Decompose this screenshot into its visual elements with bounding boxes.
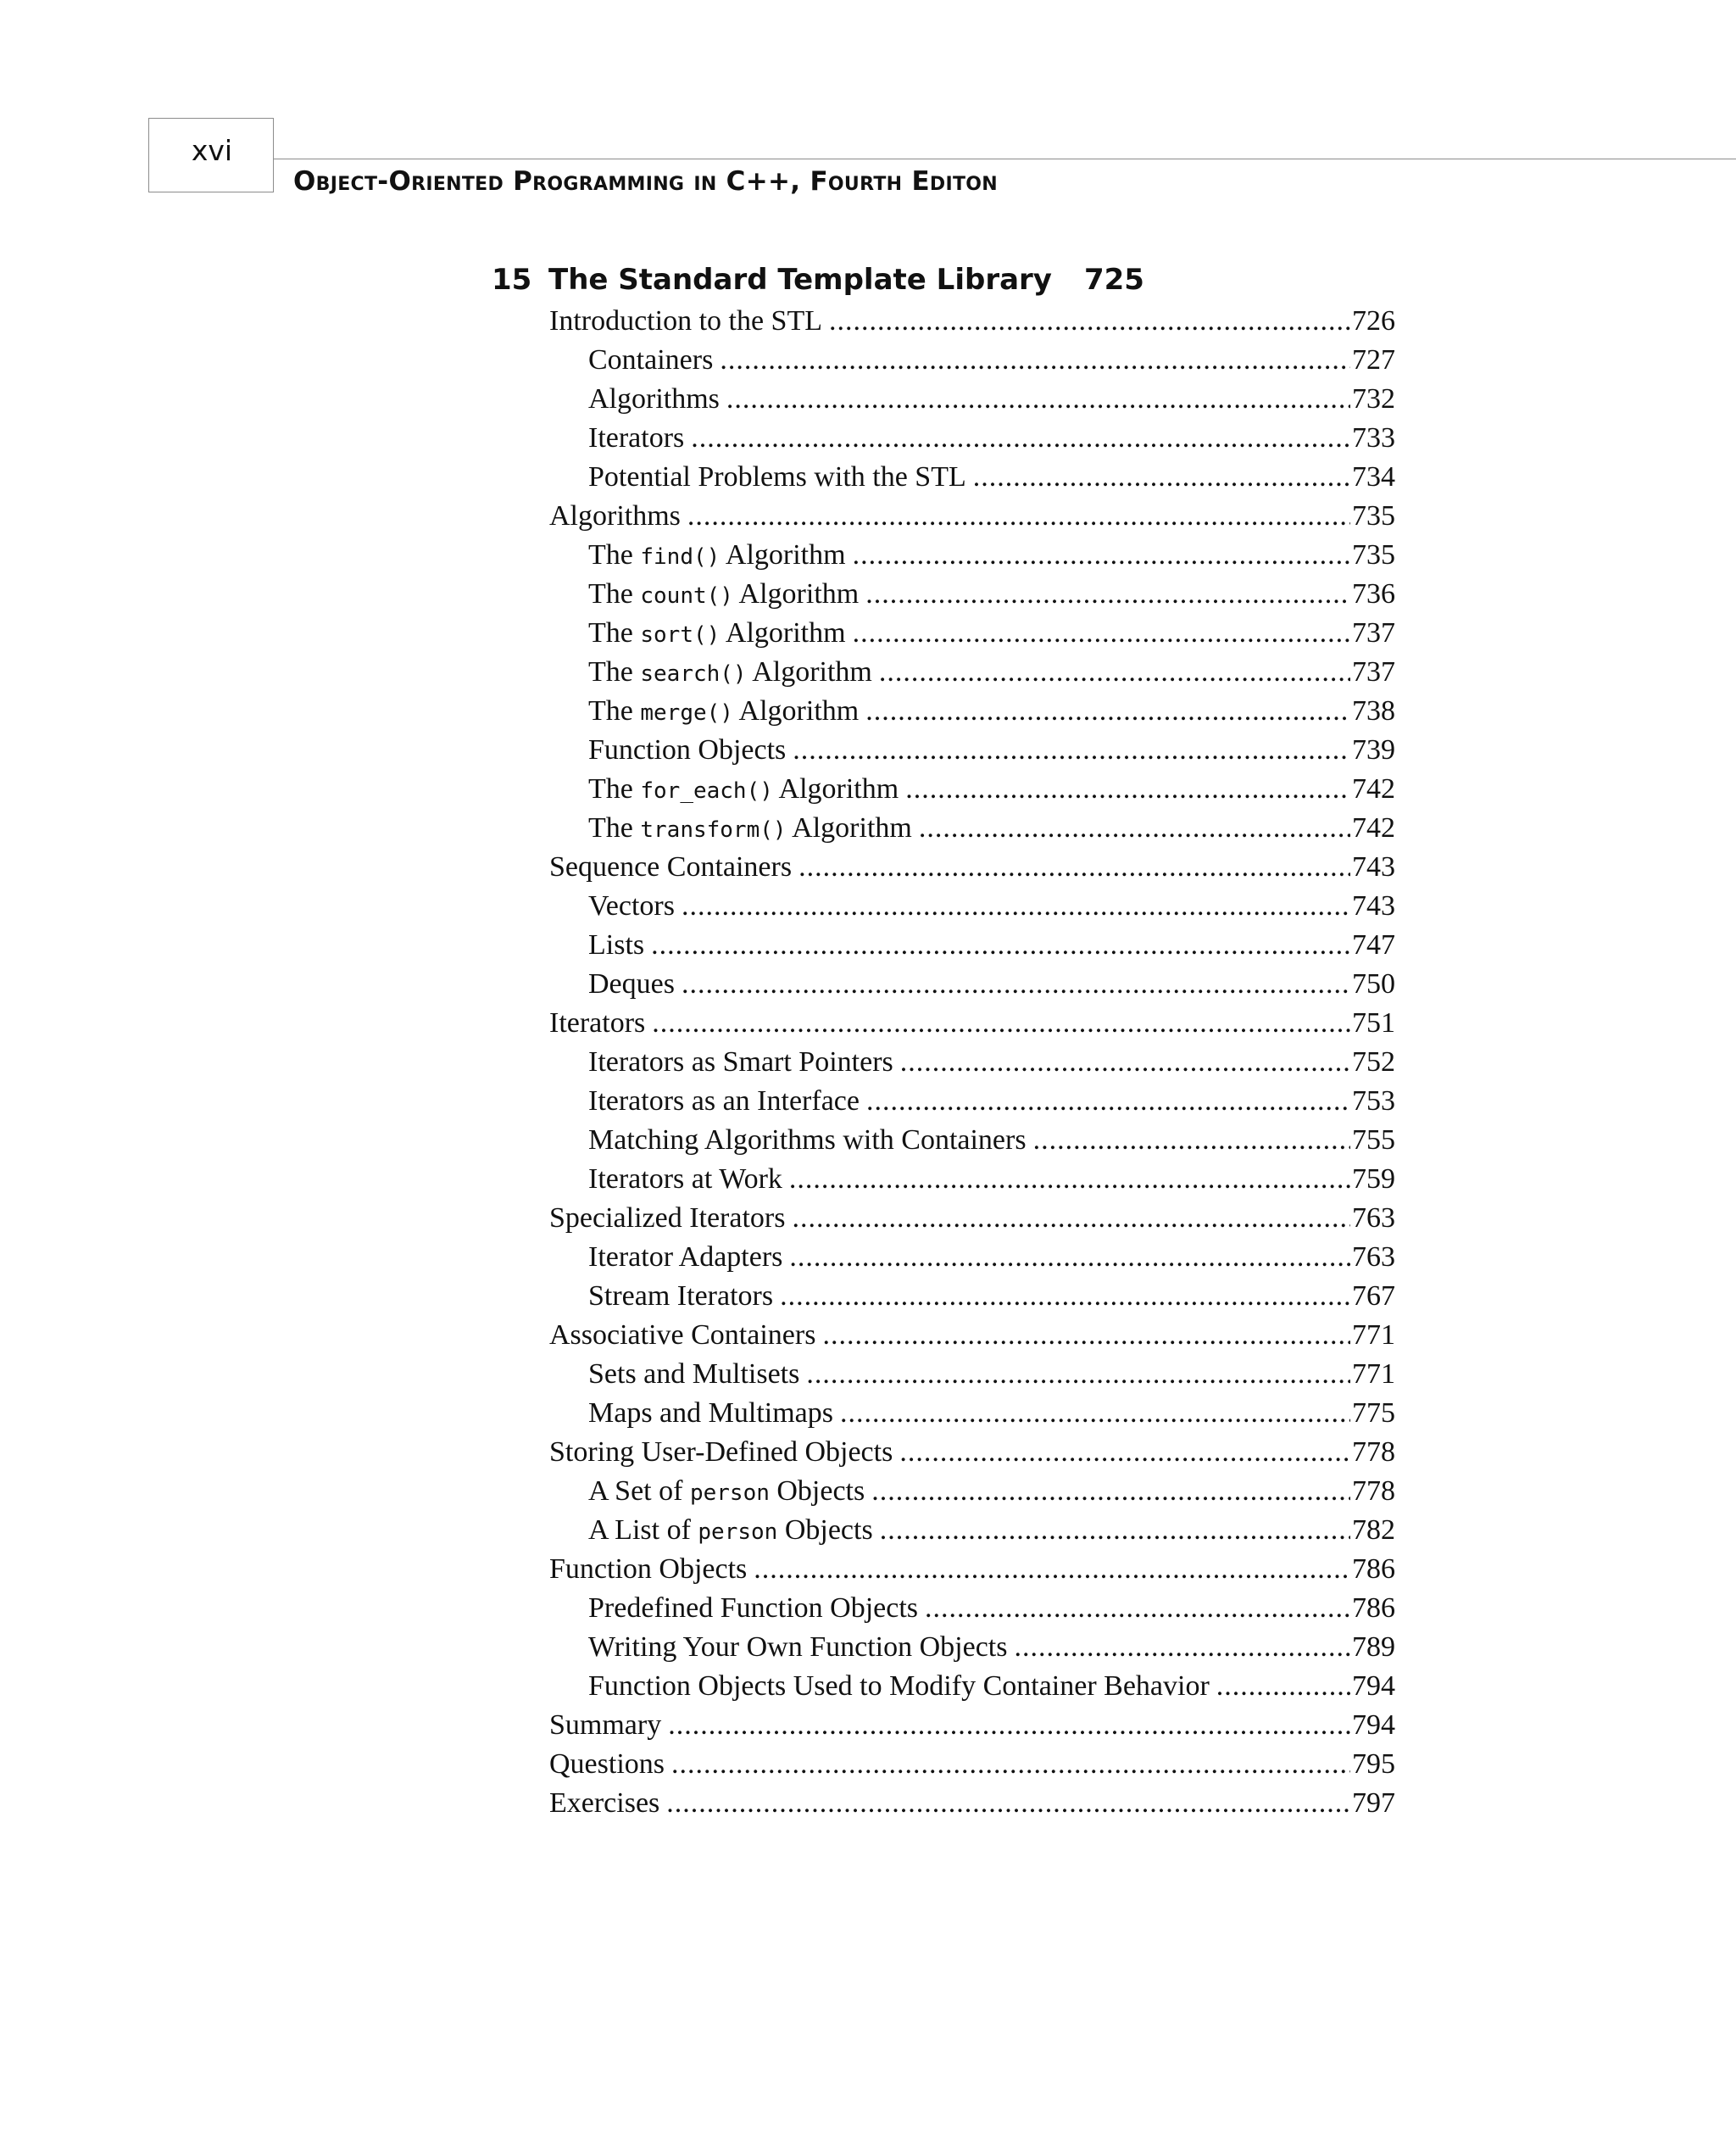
toc-entry-text: Maps and Multimaps — [588, 1397, 833, 1429]
toc-entry-text: Writing Your Own Function Objects — [588, 1631, 1008, 1663]
toc-entry-page: 742 — [1352, 773, 1395, 805]
toc-subsection-entry[interactable] — [549, 926, 1395, 965]
toc-entry-title — [588, 341, 713, 380]
toc-entry-title — [588, 1277, 773, 1316]
toc-entry-title — [588, 1238, 782, 1277]
toc-entry-text-after: Algorithm — [720, 539, 846, 571]
toc-entry-page: 771 — [1352, 1319, 1395, 1351]
toc-subsection-entry[interactable] — [549, 1394, 1395, 1433]
toc-entry-code: find() — [640, 544, 721, 570]
toc-subsection-entry[interactable] — [549, 1472, 1395, 1511]
toc-subsection-entry[interactable] — [549, 965, 1395, 1004]
toc-subsection-entry[interactable] — [549, 614, 1395, 653]
toc-entry-page: 726 — [1352, 305, 1395, 337]
table-of-contents — [549, 302, 1395, 1823]
dot-leader — [865, 575, 1350, 614]
toc-entry-text: The — [588, 773, 641, 805]
toc-section-entry[interactable] — [549, 1745, 1395, 1784]
toc-entry-page: 735 — [1352, 539, 1395, 571]
toc-subsection-entry[interactable] — [549, 1043, 1395, 1082]
toc-subsection-entry[interactable] — [549, 653, 1395, 692]
toc-entry-page: 794 — [1352, 1670, 1395, 1702]
toc-entry-text: Storing User-Defined Objects — [549, 1436, 893, 1468]
toc-section-entry[interactable] — [549, 1316, 1395, 1355]
toc-entry-text: A List of — [588, 1514, 698, 1546]
dot-leader — [865, 692, 1350, 731]
dot-leader — [793, 731, 1350, 770]
toc-subsection-entry[interactable] — [549, 692, 1395, 731]
toc-entry-title — [588, 770, 899, 811]
toc-section-entry[interactable] — [549, 302, 1395, 341]
dot-leader — [840, 1394, 1350, 1433]
dot-leader — [671, 1745, 1350, 1784]
toc-entry-page: 734 — [1352, 461, 1395, 493]
toc-entry-page: 736 — [1352, 578, 1395, 610]
chapter-number: 15 — [492, 263, 532, 297]
toc-subsection-entry[interactable] — [549, 1511, 1395, 1550]
toc-entry-text: Vectors — [588, 890, 675, 922]
toc-entry-title — [549, 1550, 747, 1589]
toc-subsection-entry[interactable] — [549, 536, 1395, 575]
dot-leader — [866, 1082, 1350, 1121]
toc-entry-title — [549, 1433, 893, 1472]
toc-section-entry[interactable] — [549, 1550, 1395, 1589]
toc-entry-text: Iterators at Work — [588, 1163, 782, 1195]
toc-entry-text: Algorithms — [549, 500, 681, 532]
toc-subsection-entry[interactable] — [549, 341, 1395, 380]
dot-leader — [666, 1784, 1350, 1823]
toc-entry-text-after: Algorithm — [786, 812, 912, 844]
toc-entry-page: 778 — [1352, 1475, 1395, 1507]
toc-entry-page: 797 — [1352, 1787, 1395, 1819]
dot-leader — [829, 302, 1350, 341]
dot-leader — [651, 926, 1350, 965]
dot-leader — [919, 809, 1350, 848]
dot-leader — [754, 1550, 1350, 1589]
dot-leader — [871, 1472, 1350, 1511]
dot-leader — [720, 341, 1350, 380]
toc-entry-page: 775 — [1352, 1397, 1395, 1429]
toc-entry-text: Function Objects Used to Modify Container Behavior — [588, 1670, 1210, 1702]
toc-subsection-entry[interactable] — [549, 380, 1395, 419]
toc-entry-page: 794 — [1352, 1709, 1395, 1741]
toc-entry-title — [588, 575, 859, 616]
dot-leader — [780, 1277, 1350, 1316]
toc-section-entry[interactable] — [549, 497, 1395, 536]
toc-entry-text: Sequence Containers — [549, 851, 793, 883]
toc-entry-title — [549, 302, 822, 341]
toc-subsection-entry[interactable] — [549, 458, 1395, 497]
toc-entry-title — [588, 380, 720, 419]
page-number-box — [148, 118, 274, 192]
toc-section-entry[interactable] — [549, 848, 1395, 887]
dot-leader — [682, 965, 1350, 1004]
toc-subsection-entry[interactable] — [549, 1667, 1395, 1706]
toc-subsection-entry[interactable] — [549, 887, 1395, 926]
dot-leader — [899, 1433, 1350, 1472]
toc-entry-title — [588, 1043, 893, 1082]
toc-entry-text: Function Objects — [588, 734, 787, 766]
chapter-heading — [492, 263, 1144, 297]
toc-subsection-entry[interactable] — [549, 809, 1395, 848]
toc-entry-title — [588, 887, 675, 926]
toc-entry-title — [549, 1784, 659, 1823]
toc-entry-title — [588, 614, 846, 655]
toc-entry-page: 743 — [1352, 890, 1395, 922]
toc-entry-text: Introduction to the STL — [549, 305, 823, 337]
toc-entry-text: Algorithms — [588, 383, 720, 415]
toc-section-entry[interactable] — [549, 1784, 1395, 1823]
toc-entry-text: Questions — [549, 1748, 665, 1780]
toc-entry-text: Sets and Multisets — [588, 1358, 800, 1390]
toc-entry-title — [549, 848, 792, 887]
toc-entry-page: 771 — [1352, 1358, 1395, 1390]
toc-entry-title — [588, 1082, 860, 1121]
toc-entry-page: 786 — [1352, 1553, 1395, 1585]
toc-entry-text: Containers — [588, 344, 714, 376]
toc-entry-title — [588, 1355, 799, 1394]
dot-leader — [668, 1706, 1350, 1745]
dot-leader — [798, 848, 1350, 887]
toc-entry-code: person — [689, 1480, 770, 1506]
dot-leader — [900, 1043, 1350, 1082]
toc-subsection-entry[interactable] — [549, 1355, 1395, 1394]
toc-entry-text: The — [588, 539, 641, 571]
toc-entry-text: The — [588, 812, 641, 844]
toc-entry-code: for_each() — [640, 778, 773, 804]
dot-leader — [789, 1160, 1350, 1199]
dot-leader — [1033, 1121, 1350, 1160]
toc-entry-text: Exercises — [549, 1787, 660, 1819]
toc-entry-title — [588, 1628, 1007, 1667]
toc-entry-text: Iterators — [549, 1007, 646, 1039]
toc-entry-title — [588, 1160, 782, 1199]
toc-entry-page: 742 — [1352, 812, 1395, 844]
dot-leader — [853, 536, 1350, 575]
dot-leader — [925, 1589, 1350, 1628]
toc-entry-text: Stream Iterators — [588, 1280, 774, 1312]
toc-entry-page: 743 — [1352, 851, 1395, 883]
toc-entry-title — [588, 809, 912, 850]
toc-entry-title — [588, 458, 966, 497]
toc-entry-page: 727 — [1352, 344, 1395, 376]
toc-subsection-entry[interactable] — [549, 1589, 1395, 1628]
toc-entry-page: 763 — [1352, 1241, 1395, 1273]
dot-leader — [1014, 1628, 1350, 1667]
dot-leader — [853, 614, 1350, 653]
toc-entry-text-after: Objects — [777, 1514, 873, 1546]
toc-entry-code: transform() — [640, 817, 787, 843]
chapter-page: 725 — [1083, 263, 1144, 297]
toc-entry-title — [549, 1004, 645, 1043]
toc-section-entry[interactable] — [549, 1706, 1395, 1745]
toc-section-entry[interactable] — [549, 1433, 1395, 1472]
toc-entry-text: Potential Problems with the STL — [588, 461, 966, 493]
toc-entry-page: 763 — [1352, 1202, 1395, 1234]
toc-entry-page: 737 — [1352, 617, 1395, 649]
toc-entry-text: The — [588, 656, 641, 688]
dot-leader — [905, 770, 1350, 809]
toc-entry-page: 739 — [1352, 734, 1395, 766]
toc-entry-text-after: Algorithm — [732, 695, 860, 727]
toc-entry-text-after: Objects — [769, 1475, 865, 1507]
toc-entry-title — [588, 419, 684, 458]
toc-subsection-entry[interactable] — [549, 1277, 1395, 1316]
dot-leader — [691, 419, 1350, 458]
toc-entry-text: The — [588, 578, 641, 610]
toc-entry-page: 759 — [1352, 1163, 1395, 1195]
toc-entry-text: Lists — [588, 929, 645, 961]
toc-entry-page: 752 — [1352, 1046, 1395, 1078]
toc-entry-text: The — [588, 695, 641, 727]
dot-leader — [652, 1004, 1350, 1043]
toc-entry-page: 735 — [1352, 500, 1395, 532]
toc-entry-text: Associative Containers — [549, 1319, 816, 1351]
toc-section-entry[interactable] — [549, 1004, 1395, 1043]
toc-entry-text: Deques — [588, 968, 675, 1000]
toc-entry-page: 737 — [1352, 656, 1395, 688]
toc-entry-code: search() — [640, 661, 747, 687]
toc-subsection-entry[interactable] — [549, 419, 1395, 458]
dot-leader — [789, 1238, 1350, 1277]
toc-entry-text: Iterators — [588, 422, 685, 454]
toc-subsection-entry[interactable] — [549, 1082, 1395, 1121]
toc-entry-text: Iterator Adapters — [588, 1241, 783, 1273]
toc-entry-title — [549, 1316, 815, 1355]
toc-entry-page: 747 — [1352, 929, 1395, 961]
toc-entry-text: The — [588, 617, 641, 649]
toc-entry-title — [549, 497, 681, 536]
toc-entry-title — [588, 1472, 865, 1513]
toc-entry-title — [588, 1667, 1210, 1706]
running-head: Object-Oriented Programming in C++, Fourth Editon — [293, 166, 998, 197]
toc-subsection-entry[interactable] — [549, 1160, 1395, 1199]
toc-entry-page: 738 — [1352, 695, 1395, 727]
toc-entry-text: Matching Algorithms with Containers — [588, 1124, 1027, 1156]
toc-entry-page: 789 — [1352, 1631, 1395, 1663]
dot-leader — [879, 653, 1350, 692]
toc-entry-page: 732 — [1352, 383, 1395, 415]
toc-entry-title — [549, 1199, 785, 1238]
dot-leader — [1216, 1667, 1350, 1706]
dot-leader — [973, 458, 1350, 497]
page-number: xvi — [191, 134, 233, 167]
toc-entry-page: 782 — [1352, 1514, 1395, 1546]
toc-subsection-entry[interactable] — [549, 1628, 1395, 1667]
toc-entry-text-after: Algorithm — [720, 617, 846, 649]
toc-entry-text: Iterators as Smart Pointers — [588, 1046, 893, 1078]
toc-entry-page: 778 — [1352, 1436, 1395, 1468]
toc-subsection-entry[interactable] — [549, 1238, 1395, 1277]
toc-entry-text: Function Objects — [549, 1553, 748, 1585]
toc-entry-title — [588, 653, 872, 694]
toc-entry-code: count() — [640, 583, 733, 609]
toc-entry-page: 750 — [1352, 968, 1395, 1000]
toc-entry-text: A Set of — [588, 1475, 690, 1507]
dot-leader — [880, 1511, 1350, 1550]
toc-entry-title — [588, 965, 675, 1004]
toc-entry-title — [588, 692, 859, 733]
dot-leader — [687, 497, 1350, 536]
toc-subsection-entry[interactable] — [549, 731, 1395, 770]
toc-subsection-entry[interactable] — [549, 575, 1395, 614]
toc-entry-text-after: Algorithm — [746, 656, 872, 688]
toc-entry-code: merge() — [640, 700, 733, 726]
toc-entry-title — [549, 1706, 661, 1745]
toc-entry-page: 755 — [1352, 1124, 1395, 1156]
toc-entry-text: Iterators as an Interface — [588, 1085, 860, 1117]
toc-subsection-entry[interactable] — [549, 1121, 1395, 1160]
toc-entry-code: person — [698, 1519, 778, 1545]
dot-leader — [726, 380, 1350, 419]
toc-entry-text: Specialized Iterators — [549, 1202, 786, 1234]
chapter-title: The Standard Template Library — [548, 263, 1052, 297]
toc-entry-title — [588, 926, 644, 965]
toc-section-entry[interactable] — [549, 1199, 1395, 1238]
toc-entry-title — [588, 1511, 873, 1552]
toc-entry-title — [549, 1745, 665, 1784]
toc-entry-code: sort() — [640, 622, 721, 648]
toc-entry-text-after: Algorithm — [772, 773, 899, 805]
toc-entry-page: 795 — [1352, 1748, 1395, 1780]
toc-subsection-entry[interactable] — [549, 770, 1395, 809]
toc-entry-title — [588, 1121, 1027, 1160]
toc-entry-title — [588, 1394, 833, 1433]
toc-entry-page: 751 — [1352, 1007, 1395, 1039]
dot-leader — [806, 1355, 1350, 1394]
toc-entry-page: 753 — [1352, 1085, 1395, 1117]
toc-entry-title — [588, 536, 846, 577]
toc-entry-title — [588, 731, 786, 770]
toc-entry-text: Summary — [549, 1709, 662, 1741]
toc-entry-text: Predefined Function Objects — [588, 1592, 919, 1624]
toc-entry-page: 767 — [1352, 1280, 1395, 1312]
toc-entry-page: 786 — [1352, 1592, 1395, 1624]
dot-leader — [792, 1199, 1350, 1238]
dot-leader — [682, 887, 1350, 926]
toc-entry-page: 733 — [1352, 422, 1395, 454]
dot-leader — [822, 1316, 1350, 1355]
toc-entry-text-after: Algorithm — [732, 578, 860, 610]
toc-entry-title — [588, 1589, 918, 1628]
